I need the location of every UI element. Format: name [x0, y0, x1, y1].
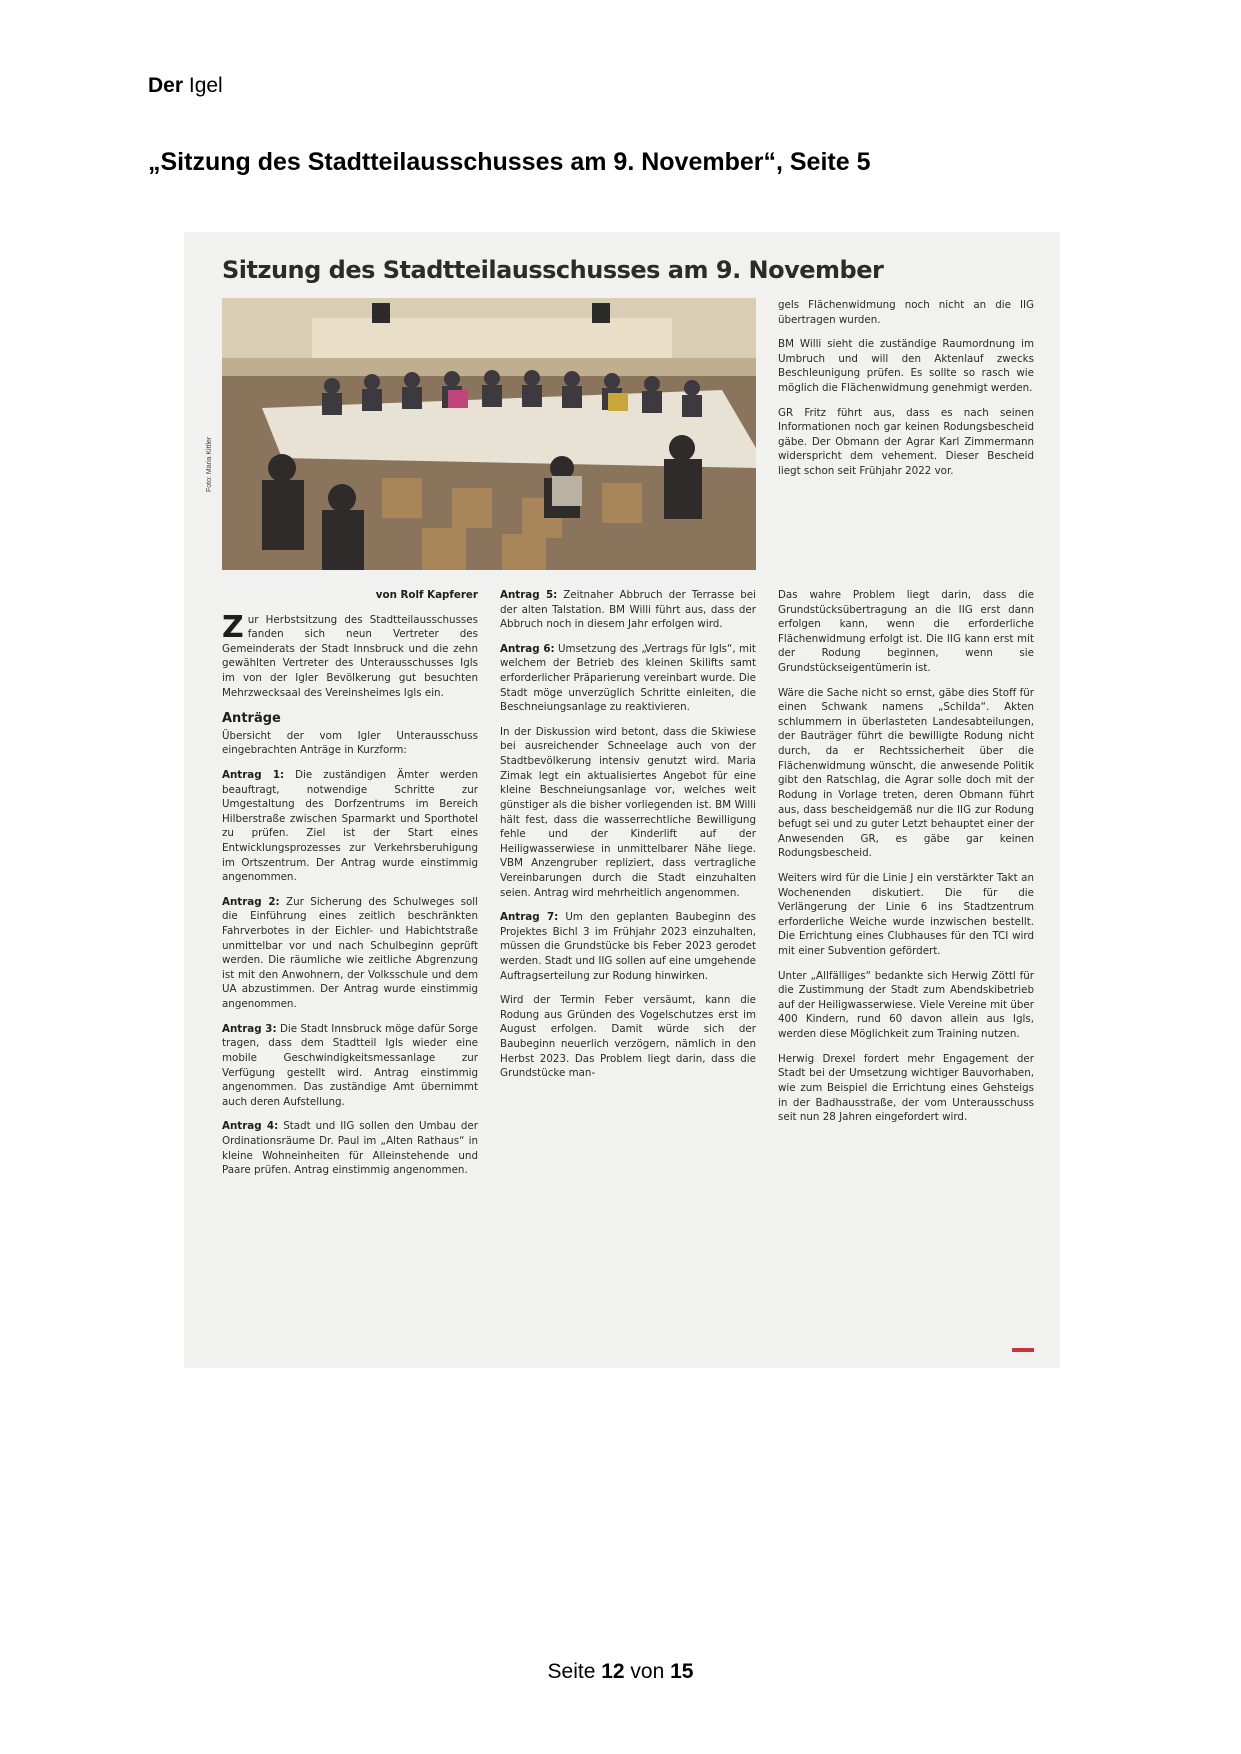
- antrag-text: Um den geplanten Baubeginn des Projektes Bichl 3 im Frühjahr 2023 einzuhalten, müssen die Grundstücke bis Feber 2023 gerodet werden. Stadt und IIG sollen auf eine umgehende Auftragserteilung zur Rodung hinwirken.: [500, 911, 756, 982]
- brand-bold: Der: [148, 74, 184, 97]
- drop-cap: Z: [222, 609, 244, 645]
- discussion-paragraph: In der Diskussion wird betont, dass die Skiwiese bei ausreichender Schneelage auch von der Stadtbevölkerung intensiv genutzt wird. Maria Zimak legt ein aktualisiertes Angebot für eine kleine Beschneiungsanlage vor, welches weit günstiger als die bisher vorliegenden ist. BM Willi hält fest, dass die wasserrechtliche Bewilligung fehle und der Kinderlift auf der Heiligwasserwiese in unmittelbarer Nähe liege. VBM Anzengruber repliziert, dass vertragliche Vereinbarungen durch die Stadt einzuhalten seien. Antrag wird mehrheitlich angenommen.: [500, 725, 756, 899]
- paragraph: Weiters wird für die Linie J ein verstärkter Takt an Wochenenden diskutiert. Die für die Verlängerung der Linie 6 ins Stadtzentrum erforderliche Weiche wurde inzwischen bestellt. Die Errichtung eines Clubhauses für den TCI wird mit einer Subvention gefördert.: [778, 871, 1034, 958]
- antraege-intro: Übersicht der vom Igler Unterausschuss eingebrachten Anträge in Kurzform:: [222, 729, 478, 757]
- meeting-photo-illustration: [222, 298, 756, 570]
- footer-prefix: Seite: [547, 1660, 602, 1683]
- antrag-text: Die zuständigen Ämter werden beauftragt, notwendige Schritte zur Umgestaltung des Dorfzentrums im Bereich Hilberstraße zwischen Sparmarkt und Sporthotel zu prüfen. Ziel ist der Start eines Entwicklungsprozesses zur Verkehrsberuhigung im Ortszentrum. Der Antrag wurde einstimmig angenommen.: [222, 768, 478, 884]
- paragraph: GR Fritz führt aus, dass es nach seinen Informationen noch gar keinen Rodungsbescheid gäbe. Der Obmann der Agrar Karl Zimmermann widerspricht dem vehement. Dieser Bescheid liegt schon seit Frühjahr 2022 vor.: [778, 406, 1034, 478]
- document-heading: „Sitzung des Stadtteilausschusses am 9. November“, Seite 5: [148, 148, 871, 176]
- paragraph: Herwig Drexel fordert mehr Engagement der Stadt bei der Umsetzung wichtiger Bauvorhaben, wie zum Beispiel die Errichtung eines Gehsteigs in der Badhausstraße, der vom Unterausschuss seit nun 28 Jahren eingefordert wird.: [778, 1052, 1034, 1124]
- section-heading-antraege: Anträge: [222, 711, 281, 727]
- antrag-text: Umsetzung des „Vertrags für Igls“, mit welchem der Betrieb des kleinen Skilifts samt erforderlicher Präparierung vereinbart wurde. Die Stadt möge unverzüglich Schritte einleiten, die Beschneiungsanlage zu reaktivieren.: [500, 642, 756, 714]
- antrag-6: [500, 642, 756, 715]
- antrag-2: [222, 895, 478, 1012]
- antrag-label: Antrag 3:: [222, 1022, 277, 1035]
- antrag-text: Zur Sicherung des Schulweges soll die Einführung eines zeitlich beschränkten Fahrverbotes in der Eichler- und Habichtstraße unmittelbar vor und nach Schulbeginn geprüft werden. Die räumliche wie zeitliche Abgrenzung ist mit den Anwohnern, der Volksschule und dem UA abzustimmen. Der Antrag wurde einstimmig angenommen.: [222, 895, 478, 1011]
- antrag-label: Antrag 6:: [500, 642, 555, 655]
- antrag-label: Antrag 5:: [500, 589, 558, 601]
- clipping-title: Sitzung des Stadtteilausschusses am 9. November: [222, 256, 884, 284]
- paragraph: gels Flächenwidmung noch nicht an die IIG übertragen wurden.: [778, 299, 1034, 326]
- paragraph: BM Willi sieht die zuständige Raumordnung im Umbruch und will den Aktenlauf zwecks Beschleunigung prüfen. Es sollte so rasch wie möglich die Flächenwidmung genehmigt werden.: [778, 338, 1034, 395]
- antrag-1: [222, 768, 478, 885]
- antrag-label: Antrag 2:: [222, 895, 280, 908]
- antrag-3: [222, 1022, 478, 1110]
- footer-middle: von: [624, 1660, 671, 1683]
- article-end-mark: [1012, 1348, 1034, 1352]
- page-footer: [0, 1660, 1241, 1684]
- termin-paragraph: Wird der Termin Feber versäumt, kann die Rodung aus Gründen des Vogelschutzes erst im August erfolgen. Damit würde sich der Baubeginn neuerlich verzögern, nämlich in den Herbst 2023. Das Problem liegt darin, dass die Grundstücke man-: [500, 994, 756, 1080]
- photo-credit: Foto: Maria Kittler: [206, 436, 213, 492]
- paragraph: Wäre die Sache nicht so ernst, gäbe dies Stoff für einen Schwank namens „Schilda“. Akten schlummern in überlasteten Landesabteilungen, der Bauträger führt die bewilligte Rodung nicht durch, da er Rechtssicherheit über die Flächenwidmung wünscht, die anwesende Politik gibt den Ratschlag, die Agrar solle doch mit der Rodung in Vorlage treten, deren Obmann führt aus, dass bescheidgemäß nur die IIG zur Rodung befugt sei und zu guter Letzt behauptet einer der Anwesenden GR, es gäbe gar keinen Rodungsbescheid.: [778, 686, 1034, 860]
- article-column-3-bottom: [778, 588, 1034, 1368]
- antrag-7: [500, 910, 756, 983]
- newspaper-clipping: [184, 232, 1060, 1368]
- antrag-4: [222, 1119, 478, 1177]
- meeting-photo: [222, 298, 756, 570]
- intro-paragraph: [222, 609, 478, 701]
- antrag-text: Stadt und IIG sollen den Umbau der Ordinationsräume Dr. Paul im „Alten Rathaus“ in kleine Wohneinheiten für Alleinstehende und Paare prüfen. Antrag einstimmig angenommen.: [222, 1120, 478, 1177]
- article-column-1: [222, 588, 478, 1368]
- article-column-2: [500, 588, 756, 1368]
- article-author: von Rolf Kapferer: [375, 589, 478, 601]
- antrag-label: Antrag 7:: [500, 911, 559, 924]
- paragraph: Das wahre Problem liegt darin, dass die Grundstücksübertragung an die IIG erst dann erfolgen kann, wenn die erforderliche Flächenwidmung erfolgt ist. Die IIG kann erst mit der Rodung beginnen, wenn sie Grundstückseigentümerin ist.: [778, 589, 1034, 675]
- antrag-label: Antrag 1:: [222, 768, 285, 781]
- antrag-5: [500, 588, 756, 632]
- intro-text: ur Herbstsitzung des Stadtteilausschusses fanden sich neun Vertreter des Gemeinderats der Stadt Innsbruck und die zehn gewählten Vertreter des Unterausschusses Igls im von der Igler Bevölkerung gut besuchten Mehrzwecksaal des Vereinsheimes Igls ein.: [222, 613, 478, 699]
- total-pages: 15: [670, 1660, 694, 1683]
- brand-header: [148, 74, 223, 98]
- antrag-text: Zeitnaher Abbruch der Terrasse bei der alten Talstation. BM Willi führt aus, dass der Abbruch noch in diesem Jahr erfolgen wird.: [500, 589, 756, 631]
- article-column-3-top: [778, 298, 1034, 574]
- antrag-label: Antrag 4:: [222, 1120, 279, 1133]
- antrag-text: Die Stadt Innsbruck möge dafür Sorge tragen, dass dem Stadtteil Igls wieder eine mobile Geschwindigkeitsmessanlage zur Verfügung gestellt wird. Antrag einstimmig angenommen. Das zuständige Amt übernimmt auch deren Aufstellung.: [222, 1022, 478, 1108]
- brand-rest: Igel: [183, 74, 223, 97]
- current-page-number: 12: [601, 1660, 625, 1683]
- paragraph: Unter „Allfälliges“ bedankte sich Herwig Zöttl für die Zustimmung der Stadt zum Abendskibetrieb auf der Heiligwasserwiese. Viele Vereine mit über 400 Kindern, rund 60 davon allein aus Igls, werden diese Möglichkeit zum Training nutzen.: [778, 969, 1034, 1041]
